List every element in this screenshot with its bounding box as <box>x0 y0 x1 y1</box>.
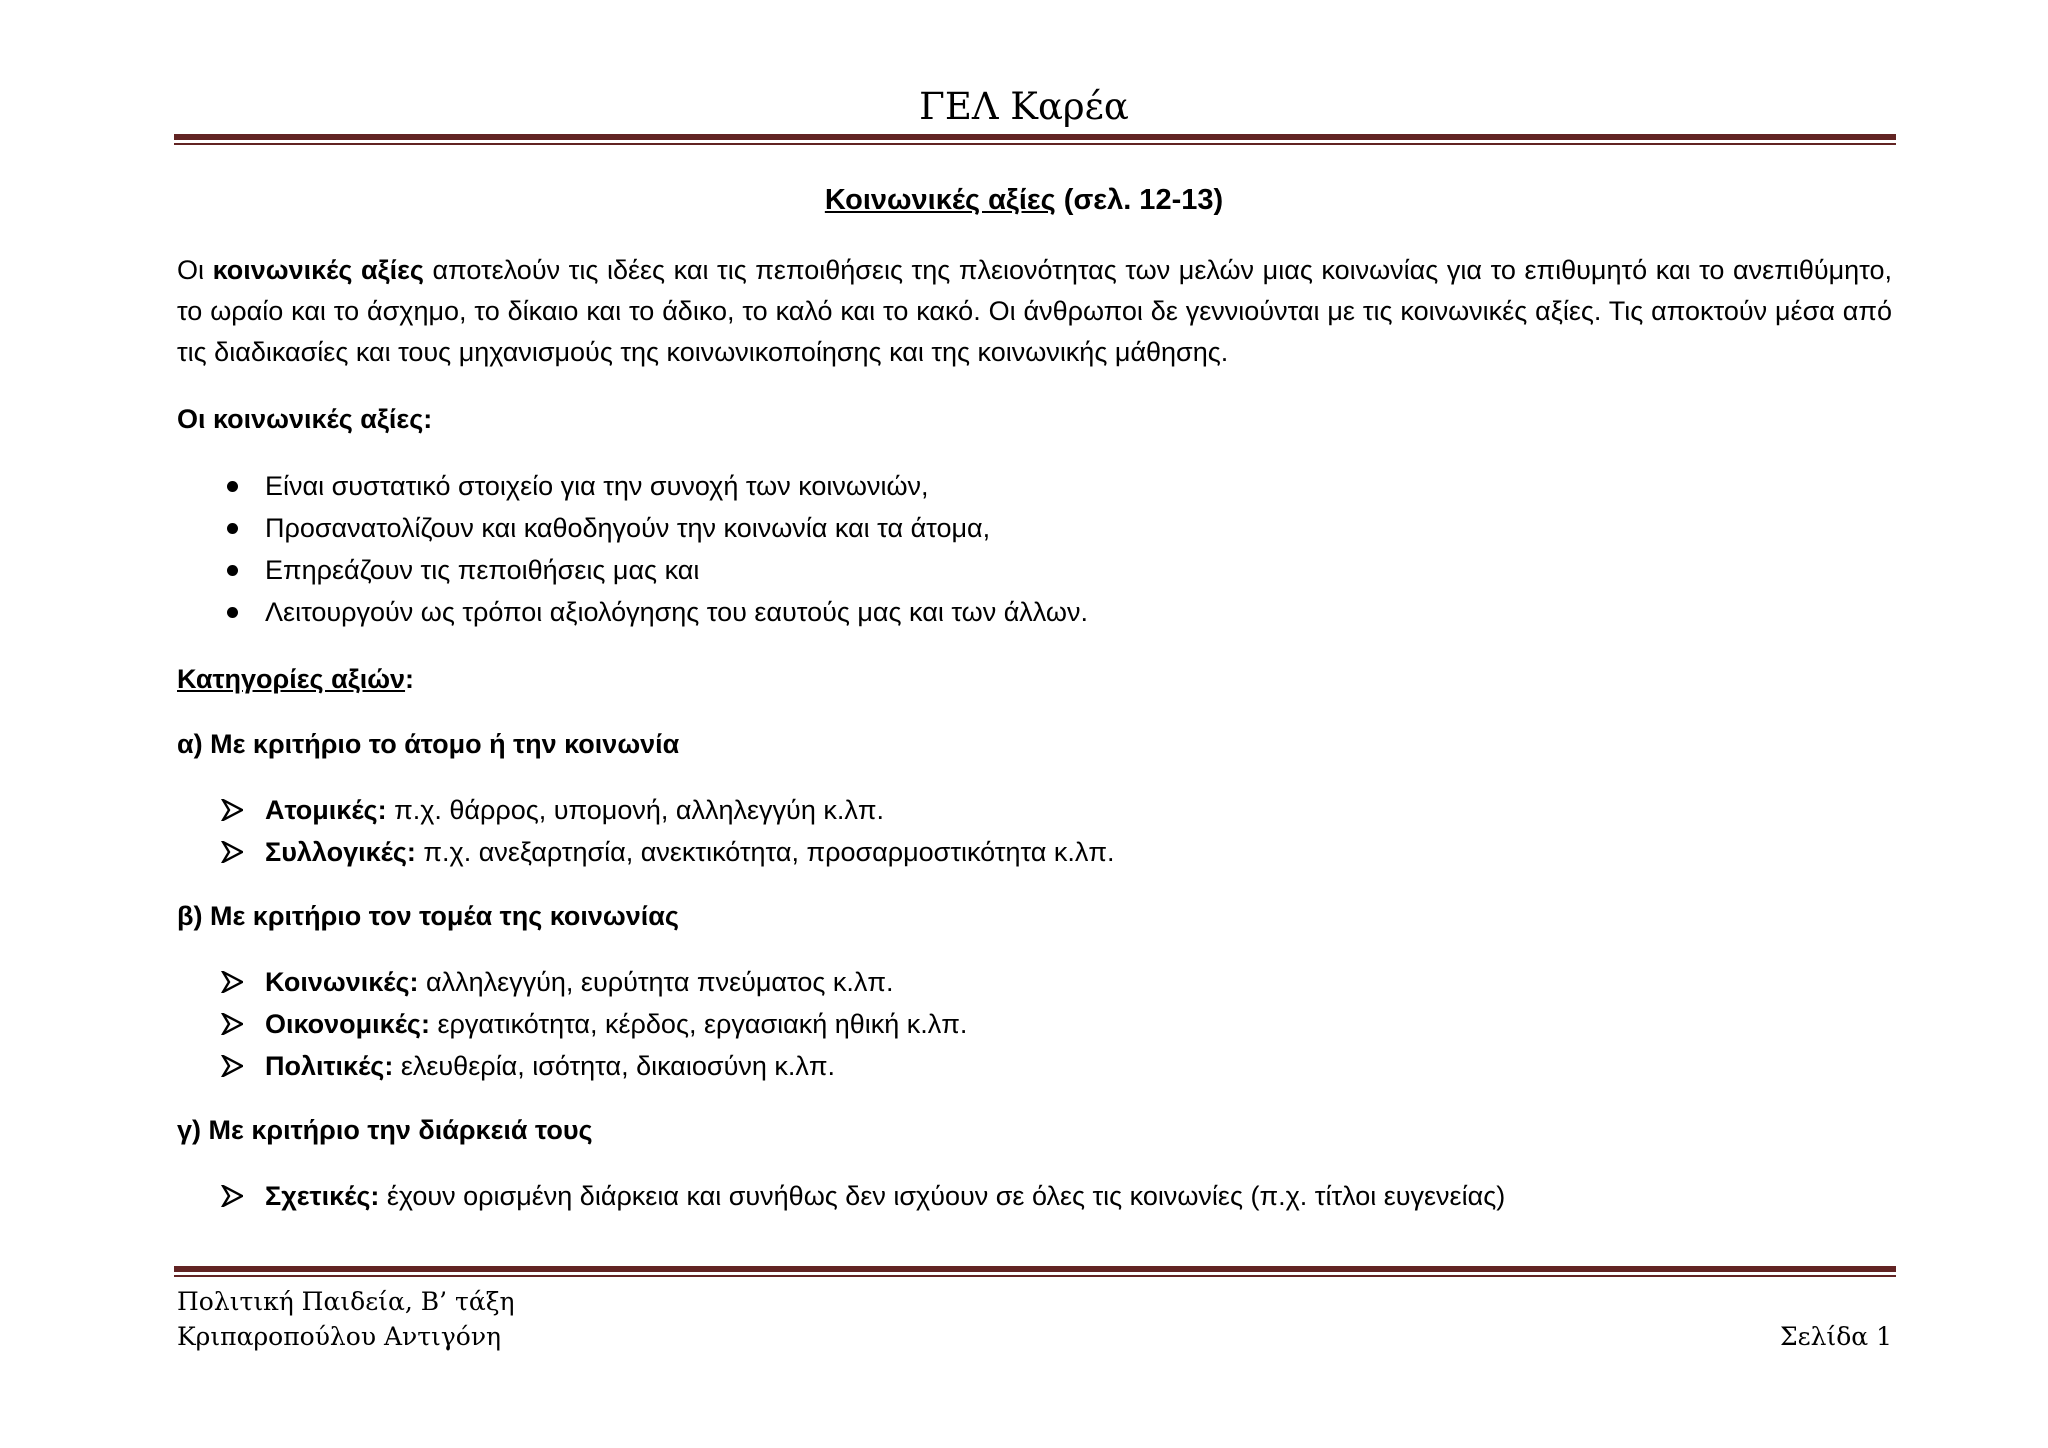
list-item <box>177 1003 1892 1045</box>
list-item-text: εργατικότητα, κέρδος, εργασιακή ηθική κ.λπ. <box>429 1009 968 1039</box>
list-item <box>177 789 1892 831</box>
list-item-term: Σχετικές: <box>265 1181 380 1211</box>
header-rule <box>174 134 1896 145</box>
intro-rest: αποτελούν τις ιδέες και τις πεποιθήσεις της πλειονότητας των μελών μιας κοινωνίας για το επιθυμητό και το ανεπιθύμητο, το ωραίο και το άσχημο, το δίκαιο και το άδικο, το καλό και το κακό. Οι άνθρωποι δε γεννιούνται με τις κοινωνικές αξίες. Τις αποκτούν μέσα από τις διαδικασίες και τους μηχανισμούς της κοινωνικοποίησης και της κοινωνικής μάθησης. <box>177 255 1892 367</box>
categories-heading <box>177 660 414 698</box>
list-item-text: έχουν ορισμένη διάρκεια και συνήθως δεν ισχύουν σε όλες τις κοινωνίες (π.χ. τίτλοι ευγενείας) <box>379 1181 1506 1211</box>
document-title-underlined: Κοινωνικές αξίες <box>824 184 1056 216</box>
list-item-text: Λειτουργούν ως τρόποι αξιολόγησης του εαυτούς μας και των άλλων. <box>265 597 1088 627</box>
list-item-term: Ατομικές: <box>265 795 387 825</box>
intro-paragraph <box>177 250 1892 373</box>
category-a-list <box>177 789 1892 873</box>
list-item <box>177 591 1892 633</box>
bullet-icon <box>227 565 238 576</box>
categories-heading-colon: : <box>405 664 415 694</box>
list-item-text: ελευθερία, ισότητα, δικαιοσύνη κ.λπ. <box>393 1051 835 1081</box>
arrow-bullet-icon <box>221 841 243 863</box>
list-item-term: Κοινωνικές: <box>265 967 419 997</box>
list-item-text: Επηρεάζουν τις πεποιθήσεις μας και <box>265 555 700 585</box>
intro-bold-term: κοινωνικές αξίες <box>212 255 424 285</box>
arrow-bullet-icon <box>221 971 243 993</box>
values-bullet-list <box>177 465 1892 633</box>
category-b-list <box>177 961 1892 1087</box>
list-item-term: Συλλογικές: <box>265 837 416 867</box>
list-item-text: π.χ. ανεξαρτησία, ανεκτικότητα, προσαρμοστικότητα κ.λπ. <box>415 837 1115 867</box>
list-item-text: π.χ. θάρρος, υπομονή, αλληλεγγύη κ.λπ. <box>386 795 884 825</box>
list-item-term: Πολιτικές: <box>265 1051 394 1081</box>
footer-author: Κριπαροπούλου Αντιγόνη <box>177 1322 502 1351</box>
footer-course: Πολιτική Παιδεία, Β’ τάξη <box>177 1287 515 1316</box>
list-item-text: Είναι συστατικό στοιχείο για την συνοχή των κοινωνιών, <box>265 471 929 501</box>
list-item <box>177 465 1892 507</box>
category-a-heading: α) Με κριτήριο το άτομο ή την κοινωνία <box>177 729 680 759</box>
document-title-pages: (σελ. 12-13) <box>1055 184 1224 216</box>
arrow-bullet-icon <box>221 1055 243 1077</box>
list-item <box>177 507 1892 549</box>
bullet-icon <box>227 607 238 618</box>
arrow-bullet-icon <box>221 1185 243 1207</box>
list-item <box>177 1175 1892 1217</box>
arrow-bullet-icon <box>221 799 243 821</box>
list-item <box>177 831 1892 873</box>
categories-heading-text: Κατηγορίες αξιών <box>177 664 406 694</box>
intro-lead: Οι <box>177 255 213 285</box>
list-item-text: αλληλεγγύη, ευρύτητα πνεύματος κ.λπ. <box>418 967 894 997</box>
footer-page-number: Σελίδα 1 <box>1779 1322 1892 1351</box>
category-c-list <box>177 1175 1892 1217</box>
bullet-icon <box>227 481 238 492</box>
list-item <box>177 1045 1892 1087</box>
list-item-term: Οικονομικές: <box>265 1009 430 1039</box>
footer-left <box>177 1284 514 1354</box>
header-title: ΓΕΛ Καρέα <box>919 85 1129 128</box>
bullet-icon <box>227 523 238 534</box>
category-c-heading: γ) Με κριτήριο την διάρκειά τους <box>177 1115 593 1145</box>
list-item-text: Προσανατολίζουν και καθοδηγούν την κοινωνία και τα άτομα, <box>265 513 991 543</box>
list-item <box>177 961 1892 1003</box>
category-b-heading: β) Με κριτήριο τον τομέα της κοινωνίας <box>177 901 679 931</box>
arrow-bullet-icon <box>221 1013 243 1035</box>
values-heading: Οι κοινωνικές αξίες: <box>177 404 433 434</box>
footer-rule <box>174 1266 1896 1277</box>
list-item <box>177 549 1892 591</box>
document-title <box>0 180 2048 220</box>
